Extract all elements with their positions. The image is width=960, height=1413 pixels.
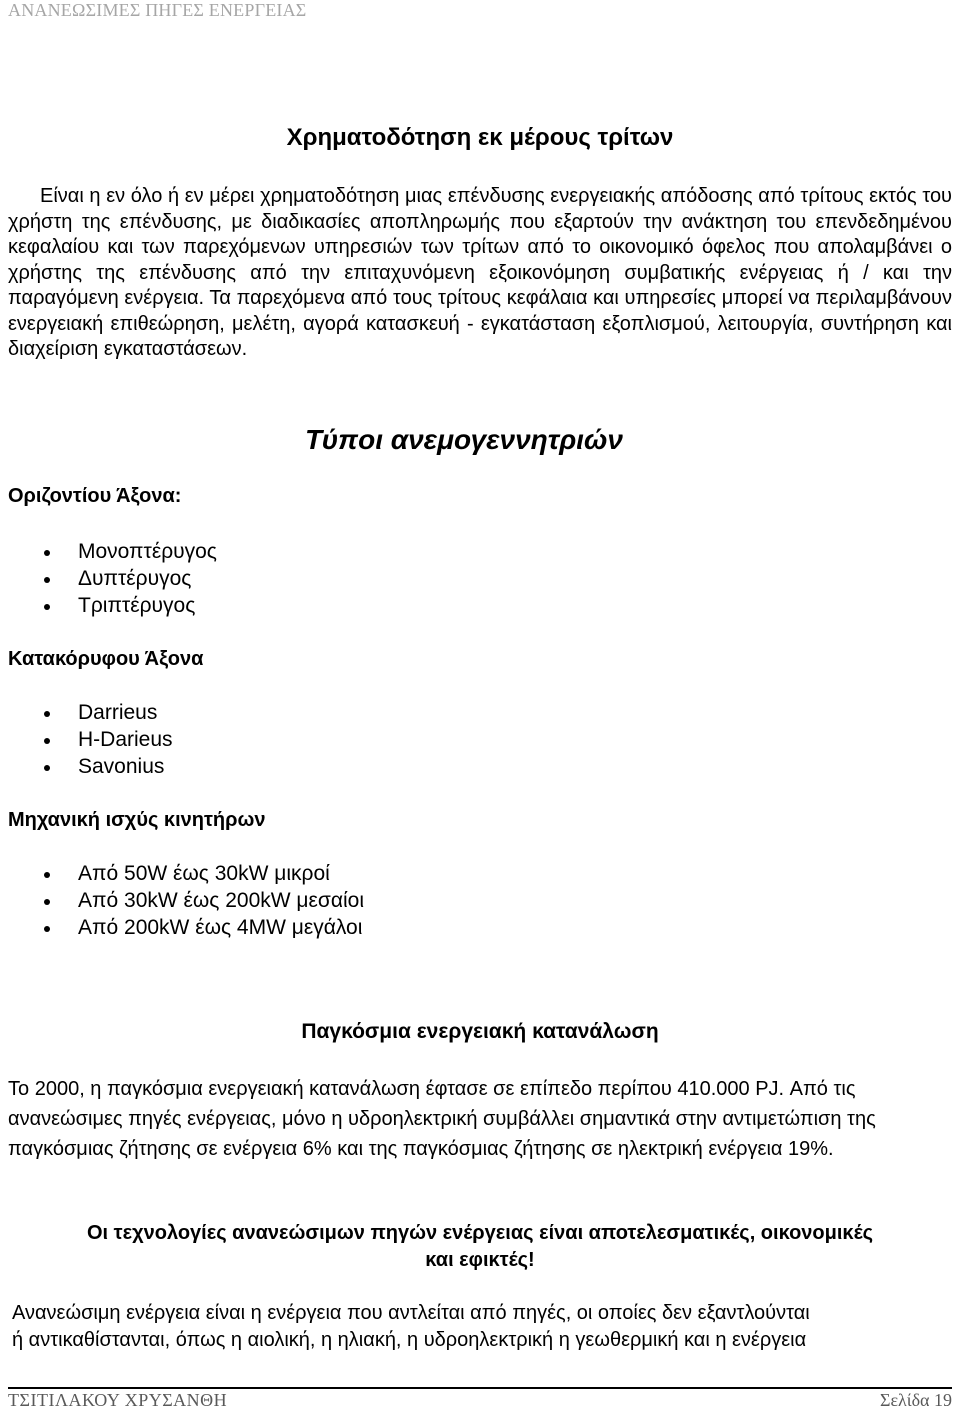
list-item: Τριπτέρυγος [0,592,217,619]
list-item: Μονοπτέρυγος [0,538,217,565]
paragraph-third-party-financing [8,184,952,363]
list-item: H-Darieus [0,726,173,753]
list-vertical-axis [0,699,173,780]
paragraph-text: Είναι η εν όλο ή εν μέρει χρηματοδότηση μιας επένδυσης ενεργειακής απόδοσης από τρίτους εκτός του χρήστη της επένδυσης, με διαδικασίες αποπληρωμής που εξαρτούν την ανάκτηση του επενδεδημένου κεφαλαίου και των παρεχόμενων υπηρεσιών των τρίτων από το οικονομικό όφελος που απολαμβάνει ο χρήστης της επένδυσης από την επιταχυνόμενη εξοικονόμηση συμβατικής ενέργειας ή / και την παραγόμενη ενέργεια. Τα παρεχόμενα από τους τρίτους κεφάλαια και υπηρεσίες μπορεί να περιλαμβάνουν ενεργειακή επιθεώρηση, μελέτη, αγορά κατασκευή - εγκατάσταση εξοπλισμού, λειτουργία, συντήρηση και διαχείριση εγκαταστάσεων. [8,185,952,360]
list-mechanical-power [0,860,364,941]
definition-line-2: ή αντικαθίστανται, όπως η αιολική, η ηλιακή, η υδροηλεκτρική η γεωθερμική και η ενέργεια [12,1329,807,1351]
paragraph-global-consumption: Το 2000, η παγκόσμια ενεργειακή κατανάλωση έφτασε σε επίπεδο περίπου 410.000 PJ. Από τις ανανεώσιμες πηγές ενέργειας, μόνο η υδροηλεκτρική συμβάλλει σημαντικά στην αντιμετώπιση της παγκόσμιας ζήτησης σε ενέργεια 6% και της παγκόσμιας ζήτησης σε ηλεκτρική ενέργεια 19%. [8,1078,876,1160]
definition-line-1: Ανανεώσιμη ενέργεια είναι η ενέργεια που αντλείται από πηγές, οι οποίες δεν εξαντλούνται [12,1302,810,1324]
section-title-wind-turbine-types: Τύποι ανεμογεννητριών [305,424,623,455]
list-item: Από 30kW έως 200kW μεσαίοι [0,887,364,914]
list-item: Darrieus [0,699,173,726]
paragraph-renewable-definition [12,1300,942,1354]
list-item: Savonius [0,753,173,780]
running-header: ΑΝΑΝΕΩΣΙΜΕΣ ΠΗΓΕΣ ΕΝΕΡΓΕΙΑΣ [8,0,307,20]
footer-divider [8,1387,952,1389]
heading-mechanical-power: Μηχανική ισχύς κινητήρων [8,809,266,831]
section-title-third-party-financing: Χρηματοδότηση εκ μέρους τρίτων [286,124,674,151]
heading-horizontal-axis: Οριζοντίου Άξονα: [8,485,182,507]
footer-page-number: Σελίδα 19 [879,1390,952,1410]
highlight-statement [0,1220,960,1274]
list-item: Από 50W έως 30kW μικροί [0,860,364,887]
highlight-line-2: και εφικτές! [425,1249,535,1271]
footer-author: ΤΣΙΤΙΛΑΚΟΥ ΧΡΥΣΑΝΘΗ [8,1390,228,1410]
section-title-global-consumption: Παγκόσμια ενεργειακή κατανάλωση [301,1020,659,1043]
list-item: Δυπτέρυγος [0,565,217,592]
highlight-line-1: Οι τεχνολογίες ανανεώσιμων πηγών ενέργειας είναι αποτελεσματικές, οικονομικές [87,1222,873,1244]
list-horizontal-axis [0,538,217,619]
list-item: Από 200kW έως 4MW μεγάλοι [0,914,364,941]
heading-vertical-axis: Κατακόρυφου Άξονα [8,648,204,670]
